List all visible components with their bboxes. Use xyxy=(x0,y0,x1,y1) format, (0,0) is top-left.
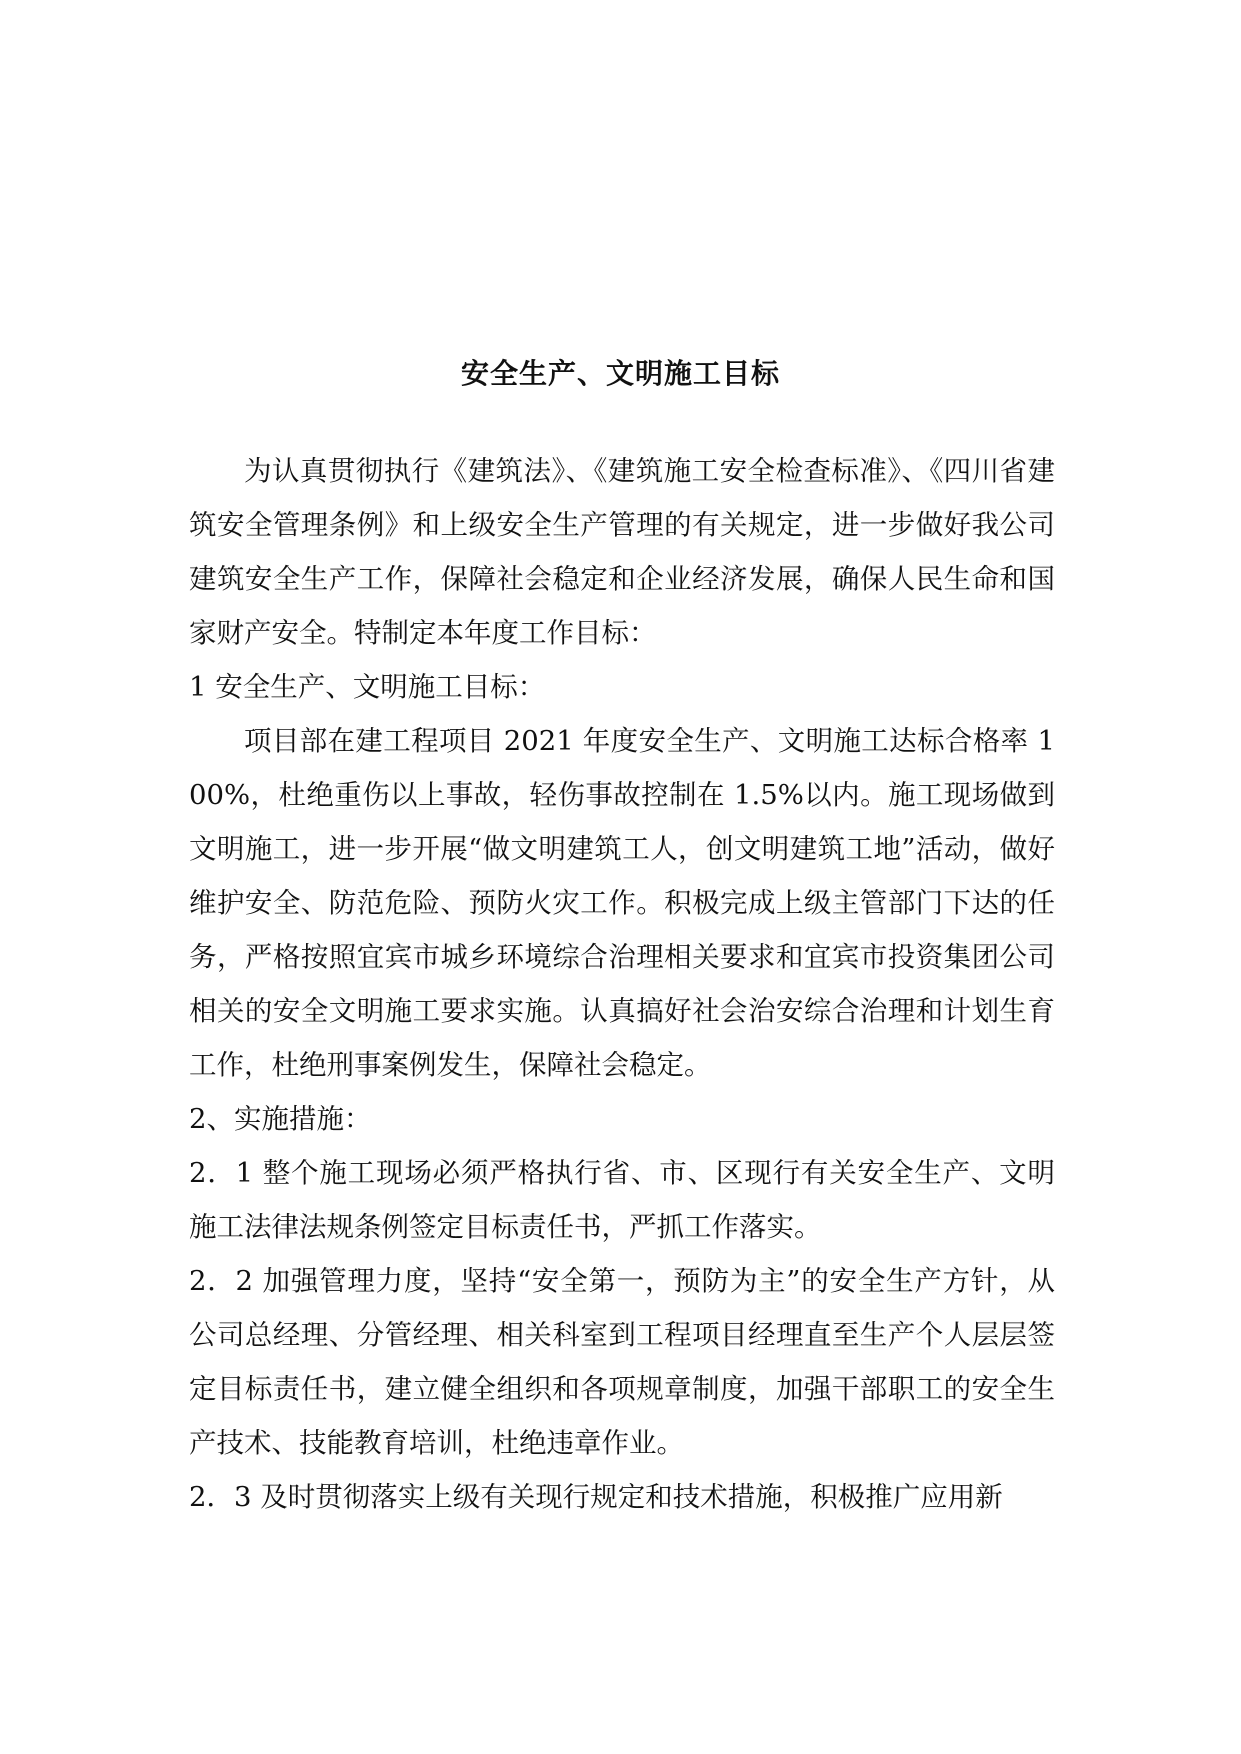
paragraph-intro: 为认真贯彻执行《建筑法》、《建筑施工安全检查标准》、《四川省建筑安全管理条例》和上级安全生产管理的有关规定，进一步做好我公司建筑安全生产工作，保障社会稳定和企业经济发展，确保人民生命和国家财产安全。特制定本年度工作目标： xyxy=(189,455,1055,649)
heading-section-2: 2、实施措施： xyxy=(189,1103,372,1135)
paragraph-2-1: 2．1 整个施工现场必须严格执行省、市、区现行有关安全生产、文明施工法律法规条例签定目标责任书，严抓工作落实。 xyxy=(189,1157,1055,1243)
paragraph-section-1: 项目部在建工程项目 2021 年度安全生产、文明施工达标合格率 100%，杜绝重伤以上事故，轻伤事故控制在 1.5%以内。施工现场做到文明施工，进一步开展“做文明建筑工人，创文明建筑工地”活动，做好维护安全、防范危险、预防火灾工作。积极完成上级主管部门下达的任务，严格按照宜宾市城乡环境综合治理相关要求和宜宾市投资集团公司相关的安全文明施工要求实施。认真搞好社会治安综合治理和计划生育工作，杜绝刑事案例发生，保障社会稳定。 xyxy=(189,725,1055,1081)
heading-section-1: 1 安全生产、文明施工目标： xyxy=(189,671,546,703)
document-body xyxy=(189,444,1055,1524)
paragraph-2-2: 2．2 加强管理力度，坚持“安全第一，预防为主”的安全生产方针，从公司总经理、分管经理、相关科室到工程项目经理直至生产个人层层签定目标责任书，建立健全组织和各项规章制度，加强干部职工的安全生产技术、技能教育培训，杜绝违章作业。 xyxy=(189,1265,1055,1459)
paragraph-2-3: 2．3 及时贯彻落实上级有关现行规定和技术措施，积极推广应用新 xyxy=(189,1481,1003,1513)
page-title: 安全生产、文明施工目标 xyxy=(460,357,780,390)
